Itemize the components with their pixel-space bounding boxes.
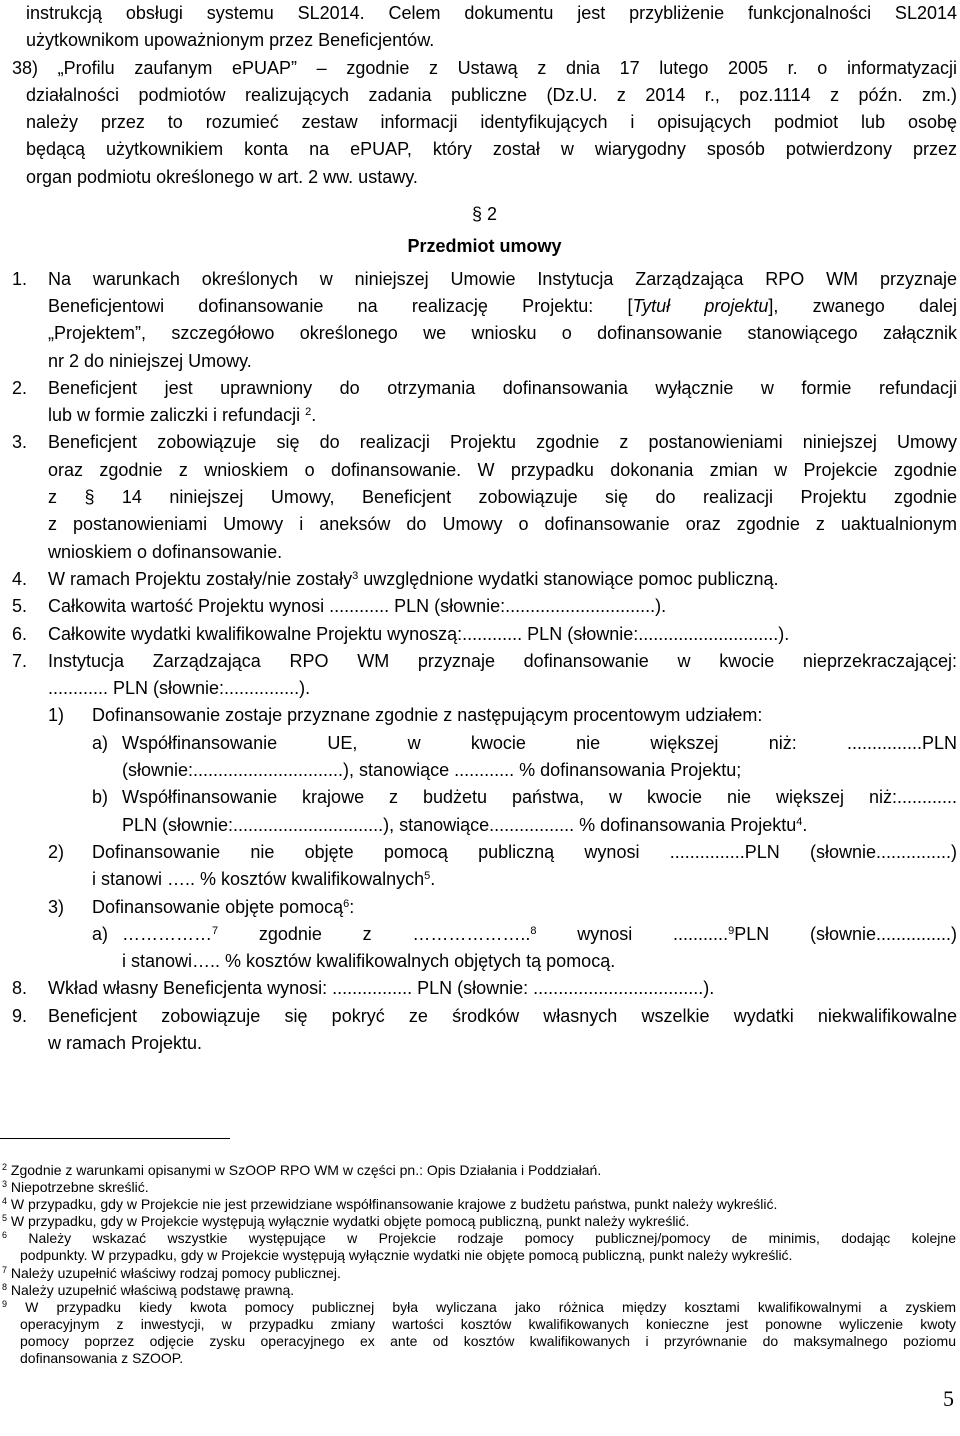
- subpoint-b: b) Współfinansowanie krajowe z budżetu państwa, w kwocie nie większej niż:............: [92, 787, 957, 808]
- footnote-4: $^4$ W przypadku, gdy w Projekcie nie jest przewidziane współfinansowanie krajowe z budżetu państwa, punkt należy wykreślić.: [2, 1196, 778, 1213]
- footnote-5: $^5$ W przypadku, gdy w Projekcie występują wyłącznie wydatki objęte pomocą publiczną, punkt należy wykreślić.: [2, 1213, 690, 1230]
- paragraph-2: 2. Beneficjent jest uprawniony do otrzymania dofinansowania wyłącznie w formie refundacji: [12, 377, 957, 398]
- intro-line: instrukcją obsługi systemu SL2014. Celem dokumentu jest przybliżenie funkcjonalności SL2014: [26, 3, 957, 23]
- footnote-ref: 5: [424, 870, 431, 883]
- paragraph-3: 3. Beneficjent zobowiązuje się do realizacji Projektu zgodnie z postanowieniami niniejszej Umowy: [12, 432, 957, 453]
- footnote-divider: [0, 1138, 230, 1139]
- intro-line: będącą użytkownikiem konta na ePUAP, który został w wiarygodny sposób potwierdzony przez: [26, 139, 957, 160]
- footnote-ref: 3: [352, 569, 359, 582]
- paragraph-8: 8. Wkład własny Beneficjenta wynosi: ................ PLN (słownie: ..................................).: [12, 978, 715, 999]
- main-text: instrukcją obsługi systemu SL2014. Celem dokumentu jest przybliżenie funkcjonalności SL2014 użytkownikom upoważnionym przez Beneficjentów. 38) „Profilu zaufanym ePUAP” – zgodnie z Ustawą z dnia 17 lutego 2005 r. o informatyzacji działalności podmiotów realizujących zadania publiczne (Dz.U. z 2014 r., poz.1114 z późn. zm.) należy przez to rozumieć zestaw informacji identyfikujących i opisujących podmiot lub osobę będącą użytkownikiem konta na ePUAP, który został w wiarygodny sposób potwierdzony przez organ podmiotu określonego w art. 2 ww. ustawy. § 2 Przedmiot umowy 1. Na warunkach określonych w niniejszej Umowie Instytucja Zarządzająca RPO WM przyznaje Beneficjentowi dofinansowanie na realizację Projektu: [Tytuł projektu], zwanego dalej „Projektem”, szczegółowo określonego we wniosku o dofinansowanie stanowiącego załącznik nr 2 do niniejszej Umowy. 2. Beneficjent jest uprawniony do otrzymania dofinansowania wyłącznie w formie refundacji lub w formie zaliczki i refundacji $^2$. 3. Beneficjent zobowiązuje się do realizacji Projektu zgodnie z postanowieniami niniejszej Umowy oraz zgodnie z wnioskiem o dofinansowanie. W przypadku dokonania zmian w Projekcie zgodnie z § 14 niniejszej Umowy, Beneficjent zobowiązuje się do realizacji Projektu zgodnie z postanowieniami Umowy i aneksów do Umowy o dofinansowanie oraz zgodnie z uaktualnionym wnioskiem o dofinansowanie. 4. W ramach Projektu zostały/nie zostały$^3$ uwzględnione wydatki stanowiące pomoc publiczną. 5. Całkowita wartość Projektu wynosi ............ PLN (słownie:..............................). 6. Całkowite wydatki kwalifikowalne Projektu wynoszą:............ PLN (słownie:............................). 7. Instytucja Zarządzająca RPO WM przyznaje dofinansowanie w kwocie nieprzekraczającej: ............ PLN (słownie:...............). 1) Dofinansowanie zostaje przyznane zgodnie z następującym procentowym udziałem: a) Współfinansowanie UE, w kwocie nie większej niż: ...............PLN (słownie:..............................), stanowiące ............ % dofinansowania Projektu; b) Współfinansowanie krajowe z budżetu państwa, w kwocie nie większej niż:............ PLN (słownie:..............................), stanowiące................. % dofinansowania Projektu$^4$. 2) Dofinansowanie nie objęte pomocą publiczną wynosi ...............PLN (słownie...............) i stanowi ….. % kosztów kwalifikowalnych$^5$. 3) Dofinansowanie objęte pomocą$^6$: a) ……………$^7$ zgodnie z ………………..$^8$ wynosi ...........$^9$PLN (słownie...............) i stanowi….. % kosztów kwalifikowalnych objętych tą pomocą. 8. Wkład własny Beneficjenta wynosi: ................ PLN (słownie: ..................................). 9. Beneficjent zobowiązuje się pokryć ze środków własnych wszelkie wydatki niekwalifikowalne w ramach Projektu.: [12, 0, 957, 1057]
- intro-line: użytkownikom upoważnionym przez Beneficjentów.: [26, 30, 435, 51]
- footnotes: $^2$ Zgodnie z warunkami opisanymi w SzOOP RPO WM w części pn.: Opis Działania i Poddziałań. $^3$ Niepotrzebne skreślić. $^4$ W przypadku, gdy w Projekcie nie jest przewidziane współfinansowanie krajowe z budżetu państwa, punkt należy wykreślić. $^5$ W przypadku, gdy w Projekcie występują wyłącznie wydatki objęte pomocą publiczną, punkt należy wykreślić. $^6$ Należy wskazać wszystkie występujące w Projekcie rodzaje pomocy publicznej/pomocy de minimis, dodając kolejne podpunkty. W przypadku, gdy w Projekcie występują wyłącznie wydatki nie objęte pomocą publiczną, punkt należy wykreślić. $^7$ Należy uzupełnić właściwy rodzaj pomocy publicznej. $^8$ Należy uzupełnić właściwą podstawę prawną. $^9$ W przypadku kiedy kwota pomocy publicznej była wyliczana jako różnica między kosztami kwalifikowalnymi a zyskiem operacyjnym z inwestycji, w przypadku zmiany wartości kosztów kwalifikowanych konieczne jest ponowne wyliczenie kwoty pomocy poprzez odjęcie zysku operacyjnego ex ante od kosztów kwalifikowanych i przyrównanie do maksymalnego poziomu dofinansowania z SZOOP.: [2, 1162, 956, 1367]
- intro-line: organ podmiotu określonego w art. 2 ww. ustawy.: [26, 166, 418, 187]
- footnote-9: $^9$ W przypadku kiedy kwota pomocy publicznej była wyliczana jako różnica między kosztami kwalifikowalnymi a zyskiem: [2, 1298, 956, 1315]
- subpoint-2: 2) Dofinansowanie nie objęte pomocą publiczną wynosi ...............PLN (słownie...............): [48, 841, 957, 862]
- paragraph-6: 6. Całkowite wydatki kwalifikowalne Projektu wynoszą:............ PLN (słownie:............................).: [12, 623, 790, 644]
- paragraph-4: 4. W ramach Projektu zostały/nie zostały$^3$ uwzględnione wydatki stanowiące pomoc publiczną.: [12, 568, 779, 589]
- footnote-ref: 2: [305, 406, 312, 419]
- footnote-7: $^7$ Należy uzupełnić właściwy rodzaj pomocy publicznej.: [2, 1264, 341, 1281]
- subpoint-a: a) Współfinansowanie UE, w kwocie nie większej niż: ...............PLN: [92, 732, 957, 753]
- intro-line: należy przez to rozumieć zestaw informacji identyfikujących i opisujących podmiot lub osobę: [26, 112, 957, 133]
- paragraph-5: 5. Całkowita wartość Projektu wynosi ............ PLN (słownie:..............................).: [12, 596, 667, 617]
- paragraph-7: 7. Instytucja Zarządzająca RPO WM przyznaje dofinansowanie w kwocie nieprzekraczającej:: [12, 650, 957, 671]
- footnote-2: $^2$ Zgodnie z warunkami opisanymi w SzOOP RPO WM w części pn.: Opis Działania i Poddziałań.: [2, 1162, 602, 1178]
- section-title: Przedmiot umowy: [407, 236, 562, 257]
- intro-line: działalności podmiotów realizujących zadania publiczne (Dz.U. z 2014 r., poz.1114 z późn. zm.): [26, 84, 957, 105]
- paragraph-1: 1. Na warunkach określonych w niniejszej Umowie Instytucja Zarządzająca RPO WM przyznaje: [12, 268, 957, 289]
- paragraph-9: 9. Beneficjent zobowiązuje się pokryć ze środków własnych wszelkie wydatki niekwalifikowalne: [12, 1005, 957, 1026]
- footnote-8: $^8$ Należy uzupełnić właściwą podstawę prawną.: [2, 1281, 295, 1298]
- page-number: 5: [943, 1386, 954, 1411]
- footnote-ref: 4: [796, 815, 803, 828]
- subpoint-1: 1) Dofinansowanie zostaje przyznane zgodnie z następującym procentowym udziałem:: [48, 705, 763, 726]
- subpoint-3a: a) ……………$^7$ zgodnie z ………………..$^8$ wynosi ...........$^9$PLN (słownie...............): [92, 923, 957, 944]
- footnote-3: $^3$ Niepotrzebne skreślić.: [2, 1179, 149, 1196]
- section-mark: § 2: [471, 204, 498, 225]
- subpoint-3: 3) Dofinansowanie objęte pomocą$^6$:: [48, 896, 355, 917]
- definition-38: 38) „Profilu zaufanym ePUAP” – zgodnie z Ustawą z dnia 17 lutego 2005 r. o informatyzacji: [12, 57, 957, 78]
- footnote-6: $^6$ Należy wskazać wszystkie występujące w Projekcie rodzaje pomocy publicznej/pomocy de minimis, dodając kolejne: [2, 1230, 956, 1247]
- footnote-ref: 6: [343, 897, 350, 910]
